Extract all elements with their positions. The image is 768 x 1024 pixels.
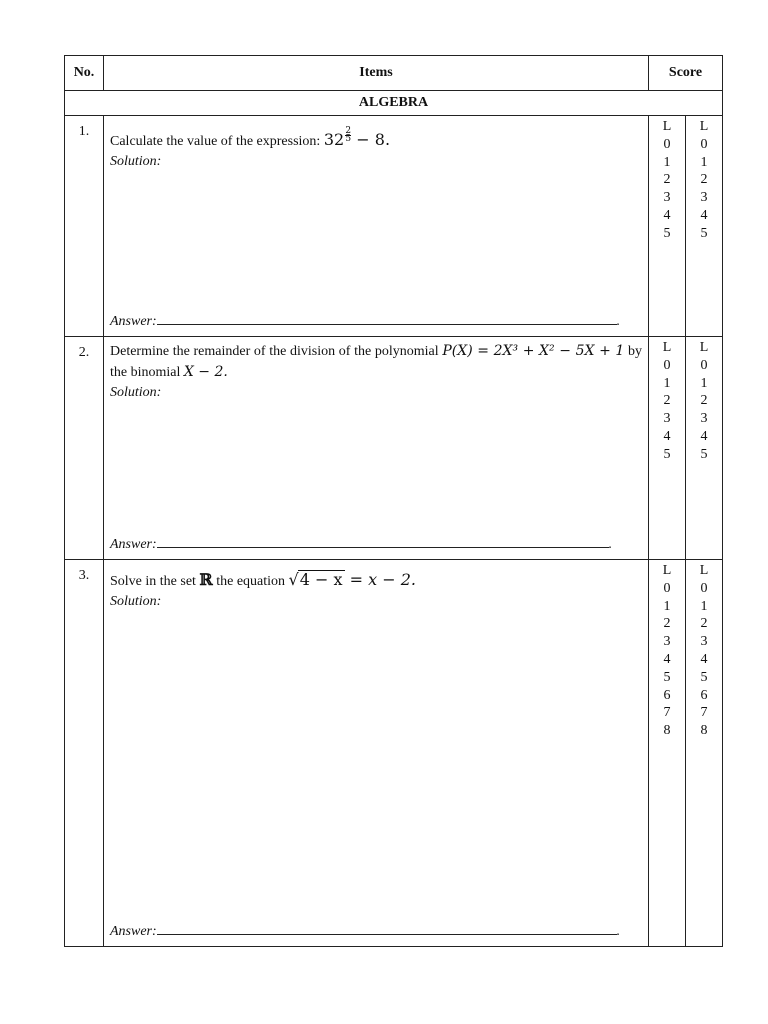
- solution-label: Solution:: [110, 385, 162, 400]
- score-column-a: L 0 1 2 3 4 5 6 7 8: [649, 560, 686, 947]
- question-cell: [104, 116, 649, 337]
- question-text: Determine the remainder of the division of the polynomial P(X) = 2X³ + X² − 5X + 1 by the binomial X − 2.: [110, 343, 643, 380]
- score-column-b: L 0 1 2 3 4 5: [686, 337, 723, 560]
- answer-line[interactable]: [157, 310, 617, 325]
- header-score: Score: [649, 56, 723, 91]
- solution-label: Solution:: [110, 594, 162, 609]
- question-row-3: [65, 560, 723, 947]
- section-title: ALGEBRA: [65, 91, 723, 116]
- question-text: Solve in the set ℝ the equation √4 − x = x − 2.: [110, 570, 416, 589]
- answer-label: Answer:: [110, 537, 157, 552]
- answer-line[interactable]: [157, 533, 609, 548]
- exam-sheet: [64, 55, 722, 947]
- question-row-2: [65, 337, 723, 560]
- answer-label: Answer:: [110, 924, 157, 939]
- solution-label: Solution:: [110, 154, 162, 169]
- score-column-b: L 0 1 2 3 4 5 6 7 8: [686, 560, 723, 947]
- equation: √4 − x = x − 2.: [288, 570, 416, 589]
- question-number: 1.: [65, 116, 104, 337]
- question-number: 3.: [65, 560, 104, 947]
- question-number: 2.: [65, 337, 104, 560]
- header-items: Items: [104, 56, 649, 91]
- question-row-1: [65, 116, 723, 337]
- answer-line[interactable]: [157, 920, 617, 935]
- score-column-b: L 0 1 2 3 4 5: [686, 116, 723, 337]
- header-no: No.: [65, 56, 104, 91]
- answer-field[interactable]: Answer: .: [110, 533, 612, 555]
- exam-table: [64, 55, 723, 947]
- question-text: Calculate the value of the expression: 32 $^{\frac{2}{5}}$ − 8.: [110, 126, 391, 149]
- question-cell: [104, 337, 649, 560]
- section-row: [65, 91, 723, 116]
- score-column-a: L 0 1 2 3 4 5: [649, 116, 686, 337]
- expression: 32 $^{\frac{2}{5}}$ − 8.: [323, 126, 391, 149]
- answer-field[interactable]: Answer: .: [110, 920, 620, 942]
- score-column-a: L 0 1 2 3 4 5: [649, 337, 686, 560]
- question-cell: [104, 560, 649, 947]
- header-row: [65, 56, 723, 91]
- answer-field[interactable]: Answer: .: [110, 310, 620, 332]
- real-numbers-symbol: ℝ: [199, 570, 213, 589]
- answer-label: Answer:: [110, 314, 157, 329]
